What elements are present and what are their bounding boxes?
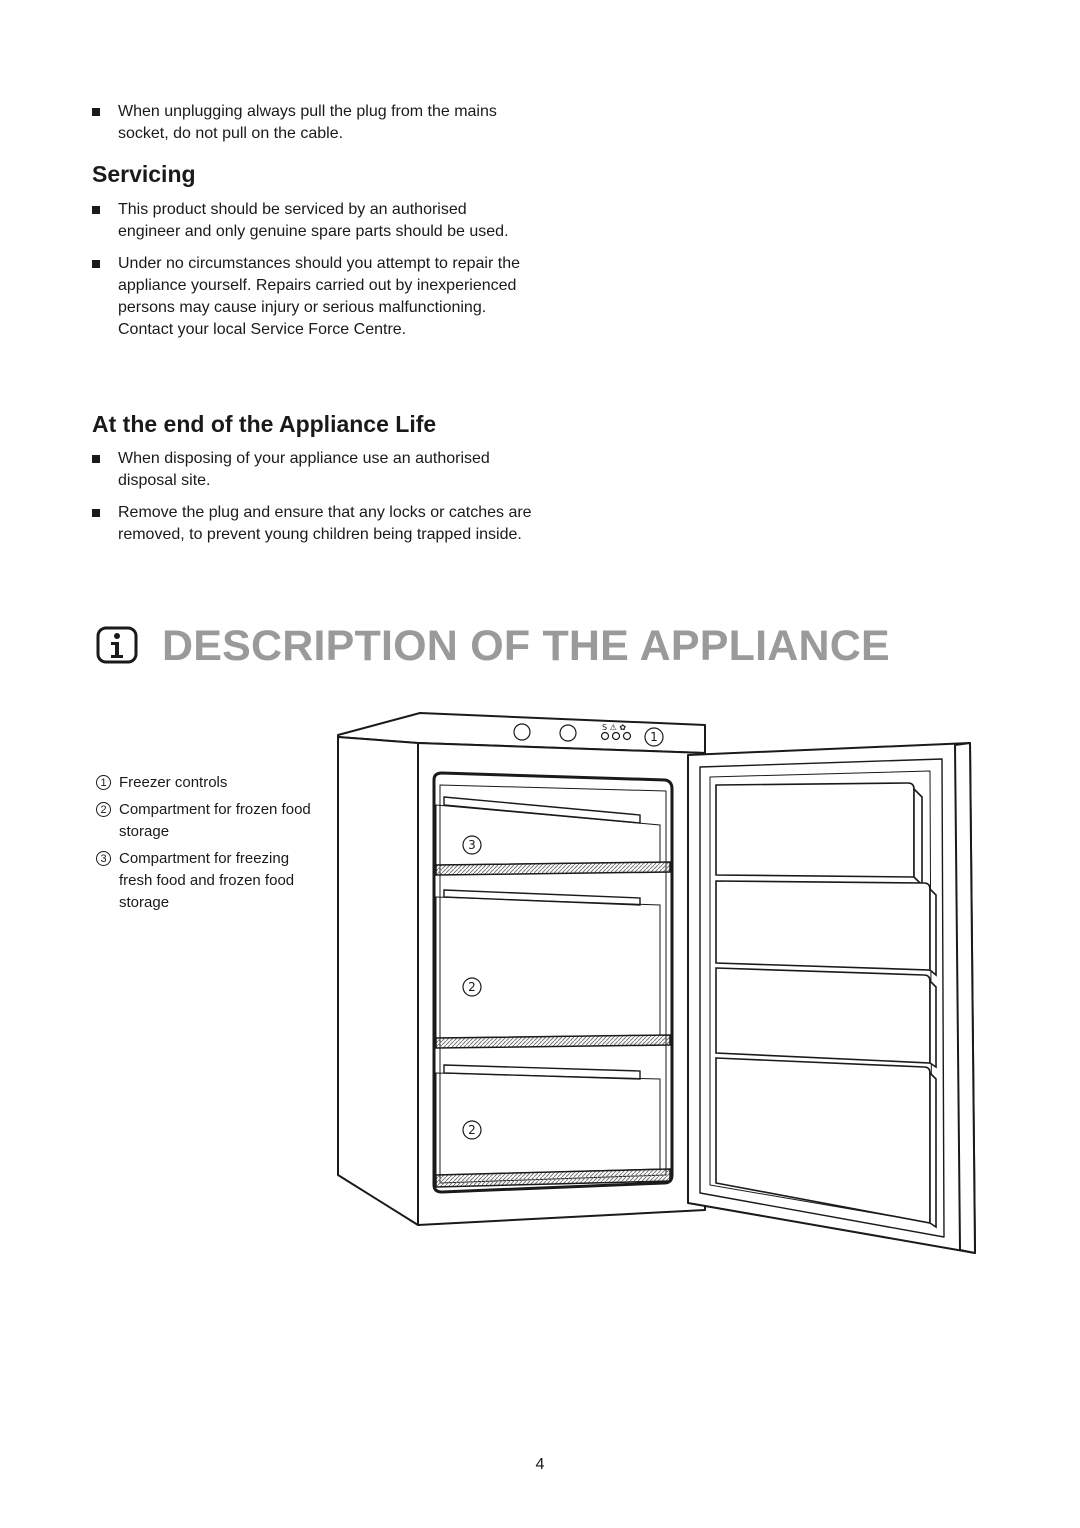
legend-label: Compartment for frozen food storage — [119, 801, 311, 840]
legend-label: Freezer controls — [119, 774, 228, 791]
bullet-item: Remove the plug and ensure that any locks or catches are removed, to prevent young children being trapped inside. — [92, 502, 532, 546]
callout-bottom-drawer — [463, 1121, 481, 1139]
bullet-square-icon — [92, 509, 100, 517]
page-number: 4 — [535, 1456, 545, 1473]
legend-number: 2 — [96, 802, 111, 817]
bullet-item: This product should be serviced by an authorised engineer and only genuine spare parts should be used. — [92, 199, 532, 243]
callout-controls — [645, 728, 663, 746]
svg-text:S ⚠ ✿: S ⚠ ✿ — [602, 723, 627, 732]
shelf — [436, 862, 670, 875]
callout-middle-drawer — [463, 978, 481, 996]
end-of-life-list — [92, 448, 532, 546]
cabinet-side — [338, 737, 418, 1225]
callout-top-drawer — [463, 836, 481, 854]
servicing-heading: Servicing — [92, 161, 196, 187]
legend-item — [96, 848, 326, 914]
intro-section — [92, 101, 532, 145]
legend-number: 1 — [96, 775, 111, 790]
shelf — [436, 1035, 670, 1048]
svg-text:2: 2 — [468, 980, 476, 994]
legend-label: Compartment for freezing fresh food and frozen food storage — [119, 850, 295, 911]
section-title-text: DESCRIPTION OF THE APPLIANCE — [162, 621, 890, 670]
legend-item — [96, 772, 326, 794]
bullet-square-icon — [92, 260, 100, 268]
freezer-diagram — [330, 705, 980, 1265]
bullet-square-icon — [92, 108, 100, 116]
diagram-legend — [96, 772, 326, 919]
bullet-item: When disposing of your appliance use an authorised disposal site. — [92, 448, 532, 492]
section-title — [96, 618, 890, 674]
svg-text:3: 3 — [468, 838, 476, 852]
end-of-life-heading: At the end of the Appliance Life — [92, 411, 437, 437]
svg-text:1: 1 — [650, 730, 658, 744]
bullet-item: When unplugging always pull the plug from the mains socket, do not pull on the cable. — [92, 101, 532, 145]
legend-number: 3 — [96, 851, 111, 866]
servicing-list — [92, 199, 532, 341]
svg-text:2: 2 — [468, 1123, 476, 1137]
legend-item — [96, 799, 326, 843]
info-icon — [96, 624, 140, 668]
bullet-square-icon — [92, 206, 100, 214]
bullet-square-icon — [92, 455, 100, 463]
bullet-item: Under no circumstances should you attempt to repair the appliance yourself. Repairs carried out by inexperienced persons may cause injury or serious malfunctioning. Contact your local Service Force Centre. — [92, 253, 532, 341]
door-shelves — [716, 783, 936, 1227]
